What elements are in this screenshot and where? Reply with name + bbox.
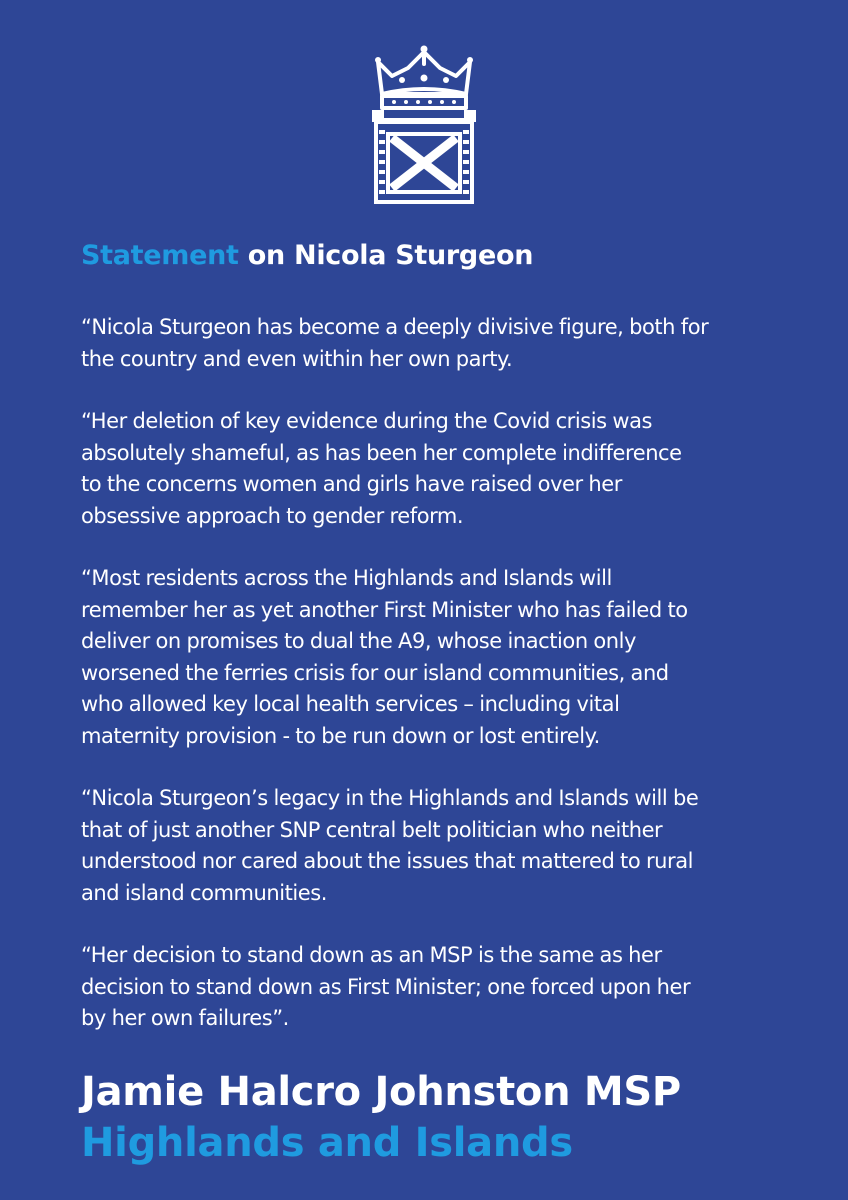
statement-paragraph: “Her decision to stand down as an MSP is the same as her decision to stand down as First Minister; one forced upon her by her own failures”.	[81, 943, 691, 1030]
page-title	[81, 238, 533, 274]
signature-name: Jamie Halcro Johnston MSP	[81, 1069, 681, 1115]
statement-paragraph: “Nicola Sturgeon’s legacy in the Highlands and Islands will be that of just another SNP central belt politician who neither understood nor cared about the issues that mattered to rural and island communities.	[81, 786, 699, 905]
statement-paragraph: “Nicola Sturgeon has become a deeply divisive figure, both for the country and even within her own party.	[81, 315, 709, 371]
title-rest: on Nicola Sturgeon	[238, 240, 534, 271]
statement-body	[81, 312, 781, 1066]
statement-paragraph: “Her deletion of key evidence during the Covid crisis was absolutely shameful, as has been her complete indifference to the concerns women and girls have raised over her obsessive approach to gender reform.	[81, 409, 682, 528]
signature-region: Highlands and Islands	[81, 1120, 573, 1166]
title-accent: Statement	[81, 240, 239, 271]
statement-paragraph: “Most residents across the Highlands and Islands will remember her as yet another First Minister who has failed to deliver on promises to dual the A9, whose inaction only worsened the ferries crisis for our island communities, and who allowed key local health services – including vital maternity provision - to be run down or lost entirely.	[81, 566, 688, 748]
crown-saltire-emblem-icon	[368, 44, 480, 204]
